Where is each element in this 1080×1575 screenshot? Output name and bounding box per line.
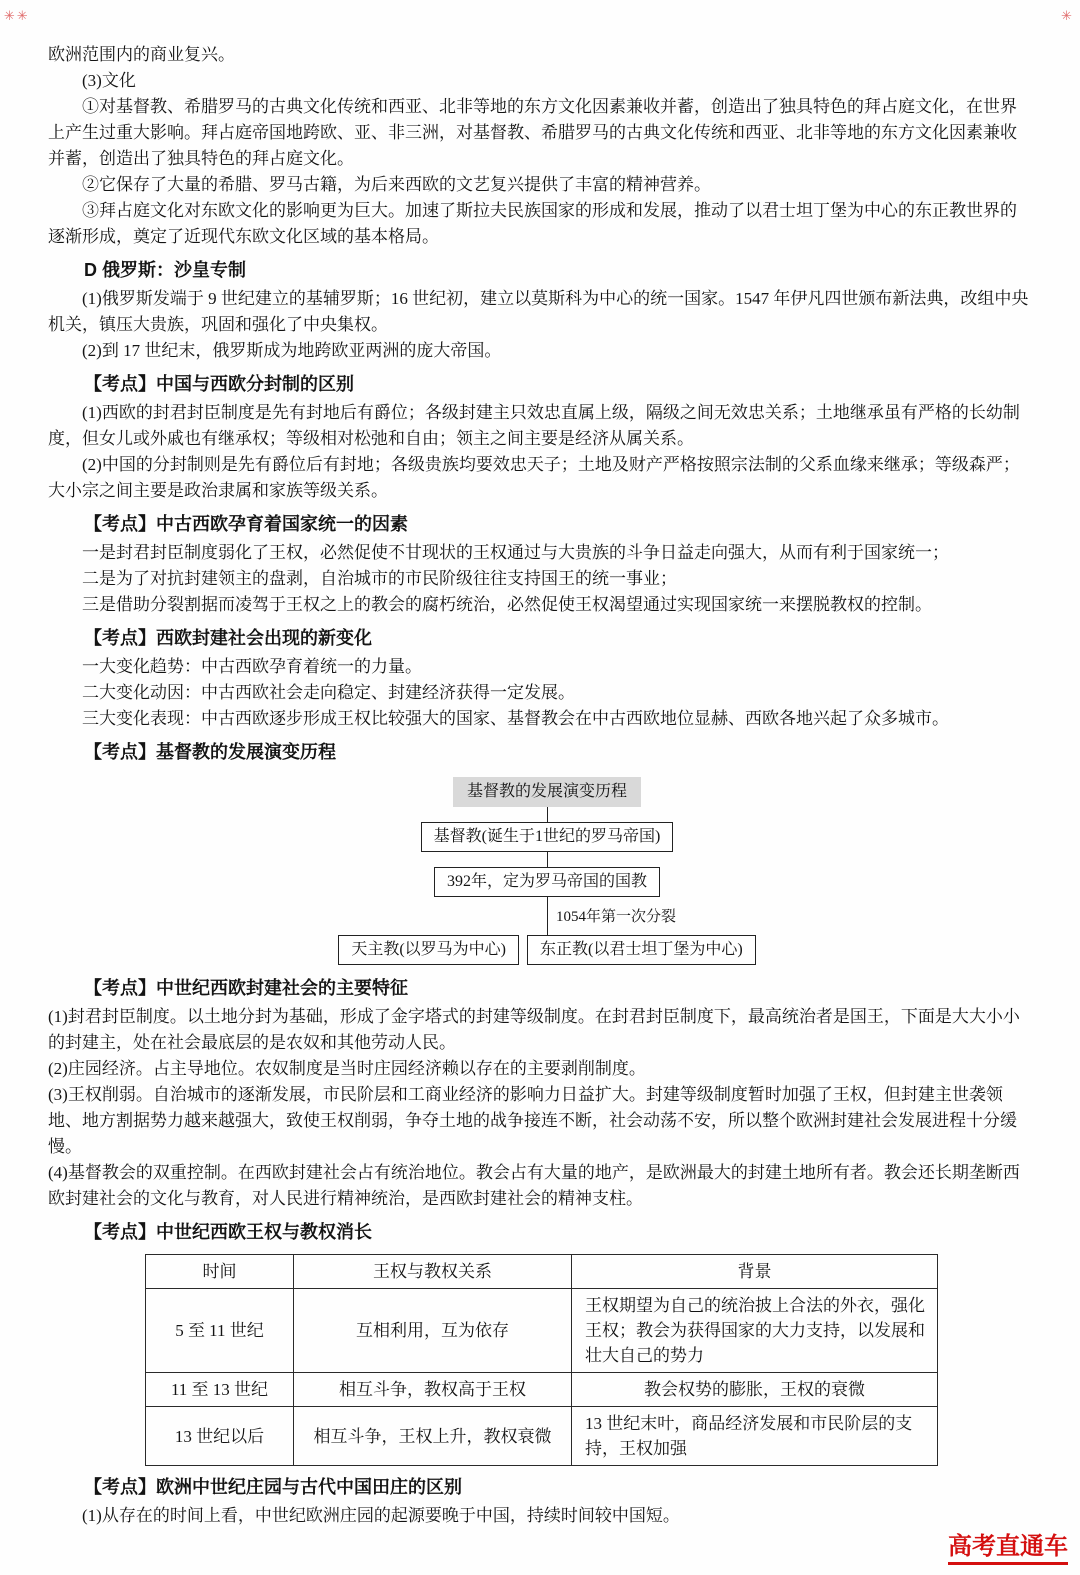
paragraph-byzantine-culture-2: ②它保存了大量的希腊、罗马古籍，为后来西欧的文艺复兴提供了丰富的精神营养。	[82, 175, 711, 194]
cell-relation-3: 相互斗争，王权上升，教权衰微	[294, 1407, 572, 1466]
flowchart-node-orthodox: 东正教(以君士坦丁堡为中心)	[527, 935, 756, 965]
paragraph-china-feudal: (2)中国的分封制则是先有爵位后有封地；各级贵族均要效忠天子；土地及财产严格按照宗法制的父系血缘来继承；等级森严；大小宗之间主要是政治隶属和家族等级关系。	[48, 455, 1020, 500]
heading-kingship-church: 【考点】中世纪西欧王权与教权消长	[84, 1222, 372, 1242]
kingship-church-table	[145, 1254, 938, 1466]
table-header-background: 背景	[572, 1255, 938, 1289]
cell-time-2: 11 至 13 世纪	[146, 1373, 294, 1407]
table-row-5-11	[146, 1289, 938, 1373]
cell-background-3: 13 世纪末叶，商品经济发展和市民阶层的支持，王权加强	[572, 1407, 938, 1466]
christianity-flowchart	[62, 777, 1032, 965]
corner-mark-right: ✳	[1061, 9, 1074, 24]
flowchart-split-label: 1054年第一次分裂	[556, 909, 677, 925]
heading-unification-factors: 【考点】中古西欧孕育着国家统一的因素	[84, 514, 408, 534]
paragraph-change-manifestation: 三大变化表现：中古西欧逐步形成王权比较强大的国家、基督教会在中古西欧地位显赫、西欧各地兴起了众多城市。	[82, 709, 949, 728]
heading-new-changes: 【考点】西欧封建社会出现的新变化	[84, 628, 372, 648]
heading-feudal-features: 【考点】中世纪西欧封建社会的主要特征	[84, 978, 408, 998]
paragraph-factor-1: 一是封君封臣制度弱化了王权，必然促使不甘现状的王权通过与大贵族的斗争日益走向强大，从而有利于国家统一；	[82, 543, 949, 562]
cell-background-2: 教会权势的膨胀，王权的衰微	[572, 1373, 938, 1407]
paragraph-commerce-revival: 欧洲范围内的商业复兴。	[48, 45, 235, 64]
cell-relation-2: 相互斗争，教权高于王权	[294, 1373, 572, 1407]
cell-relation-1: 互相利用，互为依存	[294, 1289, 572, 1373]
flowchart-node-origin: 基督教(诞生于1世纪的罗马帝国)	[421, 822, 674, 852]
flowchart-branches	[338, 935, 755, 965]
paragraph-change-cause: 二大变化动因：中古西欧社会走向稳定、封建经济获得一定发展。	[82, 683, 575, 702]
paragraph-russia-2: (2)到 17 世纪末，俄罗斯成为地跨欧亚两洲的庞大帝国。	[82, 341, 502, 360]
paragraph-culture-label: (3)文化	[82, 71, 136, 90]
paragraph-russia-1: (1)俄罗斯发端于 9 世纪建立的基辅罗斯；16 世纪初，建立以莫斯科为中心的统一国家。1547 年伊凡四世颁布新法典，改组中央机关，镇压大贵族，巩固和强化了中央集权。	[48, 289, 1029, 334]
paragraph-manor-time: (1)从存在的时间上看，中世纪欧洲庄园的起源要晚于中国，持续时间较中国短。	[82, 1506, 680, 1525]
cell-background-1: 王权期望为自己的统治披上合法的外衣，强化王权；教会为获得国家的大力支持，以发展和壮大自己的势力	[572, 1289, 938, 1373]
paragraph-factor-2: 二是为了对抗封建领主的盘剥，自治城市的市民阶级往往支持国王的统一事业；	[82, 569, 677, 588]
flowchart-connector-2	[547, 852, 548, 867]
heading-christianity-evolution: 【考点】基督教的发展演变历程	[84, 742, 336, 762]
table-header-time: 时间	[146, 1255, 294, 1289]
flowchart-split-connector	[317, 897, 777, 935]
heading-russia: D 俄罗斯：沙皇专制	[84, 260, 246, 280]
flowchart-node-catholic: 天主教(以罗马为中心)	[338, 935, 519, 965]
flowchart-connector-1	[547, 807, 548, 822]
paragraph-west-feudal: (1)西欧的封君封臣制度是先有封地后有爵位；各级封建主只效忠直属上级，隔级之间无效忠关系；土地继承虽有严格的长幼制度，但女儿或外戚也有继承权；等级相对松弛和自由；领主之间主要是经济从属关系。	[48, 403, 1020, 448]
paragraph-feature-1: (1)封君封臣制度。以土地分封为基础，形成了金字塔式的封建等级制度。在封君封臣制度下，最高统治者是国王，下面是大大小小的封建主，处在社会最底层的是农奴和其他劳动人民。	[48, 1007, 1020, 1052]
table-header-relation: 王权与教权关系	[294, 1255, 572, 1289]
table-header-row	[146, 1255, 938, 1289]
paragraph-byzantine-culture-3: ③拜占庭文化对东欧文化的影响更为巨大。加速了斯拉夫民族国家的形成和发展，推动了以君士坦丁堡为中心的东正教世界的逐渐形成，奠定了近现代东欧文化区域的基本格局。	[48, 201, 1017, 246]
table-row-after-13	[146, 1407, 938, 1466]
cell-time-3: 13 世纪以后	[146, 1407, 294, 1466]
corner-mark-left: ✳✳	[4, 9, 30, 24]
brand-watermark: 高考直通车	[948, 1534, 1068, 1565]
paragraph-byzantine-culture-1: ①对基督教、希腊罗马的古典文化传统和西亚、北非等地的东方文化因素兼收并蓄，创造出了独具特色的拜占庭文化，在世界上产生过重大影响。拜占庭帝国地跨欧、亚、非三洲，对基督教、希腊罗马的古典文化传统和西亚、北非等地的东方文化因素兼收并蓄，创造出了独具特色的拜占庭文化。	[48, 97, 1017, 168]
paragraph-feature-4: (4)基督教会的双重控制。在西欧封建社会占有统治地位。教会占有大量的地产，是欧洲最大的封建土地所有者。教会还长期垄断西欧封建社会的文化与教育，对人民进行精神统治，是西欧封建社会的精神支柱。	[48, 1163, 1020, 1208]
flowchart-split-line	[547, 897, 548, 935]
flowchart-title: 基督教的发展演变历程	[453, 777, 641, 807]
heading-fengjian-difference: 【考点】中国与西欧分封制的区别	[84, 374, 354, 394]
heading-manor-difference: 【考点】欧洲中世纪庄园与古代中国田庄的区别	[84, 1477, 462, 1497]
paragraph-feature-2: (2)庄园经济。占主导地位。农奴制度是当时庄园经济赖以存在的主要剥削制度。	[48, 1059, 646, 1078]
table-row-11-13	[146, 1373, 938, 1407]
paragraph-change-trend: 一大变化趋势：中古西欧孕育着统一的力量。	[82, 657, 422, 676]
paragraph-feature-3: (3)王权削弱。自治城市的逐渐发展，市民阶层和工商业经济的影响力日益扩大。封建等级制度暂时加强了王权，但封建主世袭领地、地方割据势力越来越强大，致使王权削弱，争夺土地的战争接连不断，社会动荡不安，所以整个欧洲封建社会发展进程十分缓慢。	[48, 1085, 1017, 1156]
cell-time-1: 5 至 11 世纪	[146, 1289, 294, 1373]
paragraph-factor-3: 三是借助分裂割据而凌驾于王权之上的教会的腐朽统治，必然促使王权渴望通过实现国家统一来摆脱教权的控制。	[82, 595, 932, 614]
flowchart-node-state-religion: 392年，定为罗马帝国的国教	[434, 867, 660, 897]
